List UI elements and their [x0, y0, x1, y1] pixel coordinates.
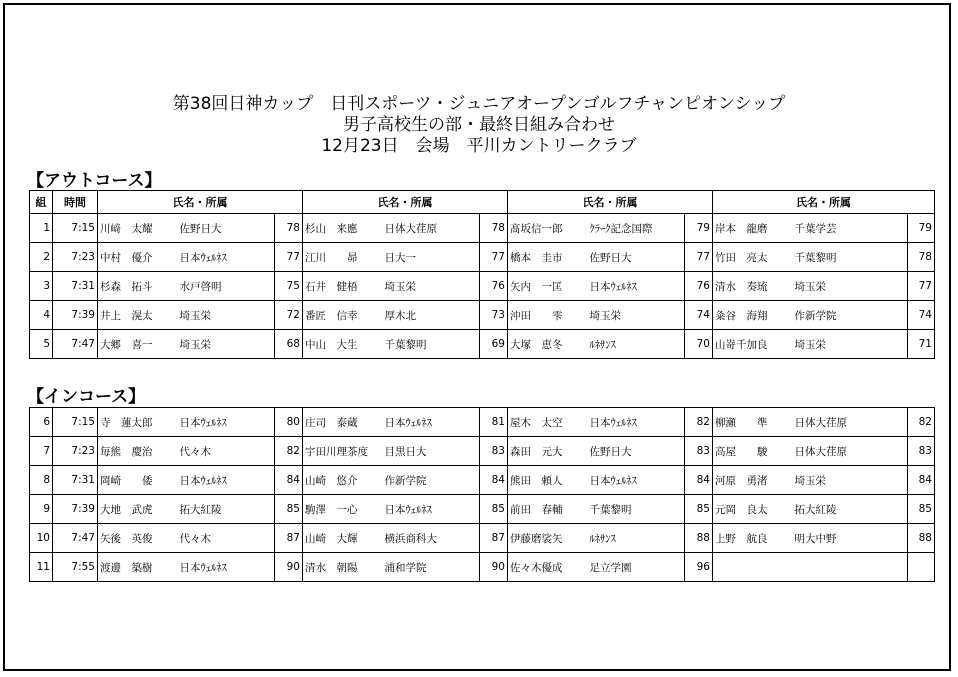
player-school: 佐野日大 [588, 243, 685, 272]
player-score: 85 [275, 495, 303, 524]
player-school: 千葉黎明 [383, 330, 480, 359]
group-number: 5 [30, 330, 53, 359]
player-score: 78 [480, 214, 508, 243]
tee-time: 7:23 [53, 243, 98, 272]
player-name: 矢後 英俊 [98, 524, 178, 553]
player-score: 78 [908, 243, 935, 272]
player-score: 79 [908, 214, 935, 243]
player-school: 佐野日大 [588, 437, 685, 466]
tee-time: 7:31 [53, 466, 98, 495]
player-header: 氏名・所属 [508, 191, 713, 214]
header-row [30, 191, 935, 214]
player-name: 河原 勇渚 [713, 466, 793, 495]
player-school: 明大中野 [793, 524, 908, 553]
table-row [30, 495, 935, 524]
out-course-label: 【アウトコース】 [27, 171, 162, 191]
player-name: 沖田 雫 [508, 301, 588, 330]
player-name: 岸本 龍磨 [713, 214, 793, 243]
player-school: 拓大紅陵 [178, 495, 275, 524]
player-school: 埼玉栄 [588, 301, 685, 330]
player-school: 埼玉栄 [383, 272, 480, 301]
player-school: 日本ｳｪﾙﾈｽ [178, 408, 275, 437]
group-number: 6 [30, 408, 53, 437]
player-name: 中村 優介 [98, 243, 178, 272]
table-row [30, 272, 935, 301]
player-score: 69 [480, 330, 508, 359]
player-score: 84 [908, 466, 935, 495]
player-name: 杉森 拓斗 [98, 272, 178, 301]
player-score: 88 [685, 524, 713, 553]
tee-time: 7:15 [53, 214, 98, 243]
player-school: 足立学園 [588, 553, 685, 582]
group-number: 9 [30, 495, 53, 524]
player-school: 目黒日大 [383, 437, 480, 466]
player-school: 埼玉栄 [793, 272, 908, 301]
player-score: 84 [275, 466, 303, 495]
player-school: ｸﾗｰｸ記念国際 [588, 214, 685, 243]
player-score: 84 [685, 466, 713, 495]
table-row [30, 553, 935, 582]
player-school: 日本ｳｪﾙﾈｽ [383, 495, 480, 524]
table-row [30, 214, 935, 243]
player-score: 81 [480, 408, 508, 437]
player-name: 屋木 太空 [508, 408, 588, 437]
table-row [30, 408, 935, 437]
player-school: 埼玉栄 [178, 330, 275, 359]
group-number: 4 [30, 301, 53, 330]
division-title: 男子高校生の部・最終日組み合わせ [343, 115, 615, 135]
tee-time: 7:55 [53, 553, 98, 582]
player-score: 72 [275, 301, 303, 330]
in-course-table [29, 407, 935, 582]
player-score: 68 [275, 330, 303, 359]
player-name: 佐々木優成 [508, 553, 588, 582]
player-name: 毎熊 慶治 [98, 437, 178, 466]
player-name: 井上 滉太 [98, 301, 178, 330]
player-score: 83 [480, 437, 508, 466]
player-name: 大郷 喜一 [98, 330, 178, 359]
player-score: 76 [480, 272, 508, 301]
player-school: 日本ｳｪﾙﾈｽ [588, 466, 685, 495]
table-row [30, 243, 935, 272]
player-score: 85 [480, 495, 508, 524]
player-score: 75 [275, 272, 303, 301]
player-school: 日体大荏原 [383, 214, 480, 243]
player-score: 77 [685, 243, 713, 272]
player-score: 84 [480, 466, 508, 495]
player-score [908, 553, 935, 582]
player-header: 氏名・所属 [303, 191, 508, 214]
player-name: 石井 健梧 [303, 272, 383, 301]
player-school: 日本ｳｪﾙﾈｽ [588, 272, 685, 301]
player-score: 79 [685, 214, 713, 243]
player-score: 76 [685, 272, 713, 301]
player-name: 熊田 頼人 [508, 466, 588, 495]
player-name: 岡崎 倭 [98, 466, 178, 495]
player-score: 71 [908, 330, 935, 359]
tee-time: 7:39 [53, 495, 98, 524]
player-score: 77 [908, 272, 935, 301]
player-school [793, 553, 908, 582]
table-row [30, 330, 935, 359]
player-school: 日本ｳｪﾙﾈｽ [178, 553, 275, 582]
tournament-title: 第38回日神カップ 日刊スポーツ・ジュニアオープンゴルフチャンピオンシップ [172, 94, 786, 114]
player-name: 清水 奏琉 [713, 272, 793, 301]
player-name: 髙坂信一郎 [508, 214, 588, 243]
player-name: 森田 元大 [508, 437, 588, 466]
tee-time: 7:15 [53, 408, 98, 437]
player-school: ﾙﾈｻﾝｽ [588, 524, 685, 553]
player-name: 江川 昴 [303, 243, 383, 272]
player-score: 96 [685, 553, 713, 582]
player-score: 77 [275, 243, 303, 272]
player-score: 73 [480, 301, 508, 330]
player-name: 駒澤 一心 [303, 495, 383, 524]
player-name: 竹田 亮太 [713, 243, 793, 272]
group-number: 2 [30, 243, 53, 272]
player-school: 埼玉栄 [793, 466, 908, 495]
player-name: 庄司 泰蔵 [303, 408, 383, 437]
player-name: 番匠 信幸 [303, 301, 383, 330]
group-header: 組 [30, 191, 53, 214]
player-school: 代々木 [178, 524, 275, 553]
player-name: 上野 航良 [713, 524, 793, 553]
player-school: 作新学院 [383, 466, 480, 495]
player-score: 74 [908, 301, 935, 330]
player-name: 寺 蓮太郎 [98, 408, 178, 437]
player-score: 83 [685, 437, 713, 466]
player-school: 拓大紅陵 [793, 495, 908, 524]
tee-time: 7:47 [53, 330, 98, 359]
player-score: 77 [480, 243, 508, 272]
player-name: 渡邊 築樹 [98, 553, 178, 582]
in-course-label: 【インコース】 [27, 387, 146, 407]
player-name: 矢内 一匡 [508, 272, 588, 301]
player-school: 日大一 [383, 243, 480, 272]
player-school: 水戸啓明 [178, 272, 275, 301]
player-score: 82 [908, 408, 935, 437]
player-name: 山崎 大輝 [303, 524, 383, 553]
player-name: 元岡 良太 [713, 495, 793, 524]
player-score: 82 [275, 437, 303, 466]
player-school: ﾙﾈｻﾝｽ [588, 330, 685, 359]
player-name [713, 553, 793, 582]
player-name: 中山 大生 [303, 330, 383, 359]
player-school: 日体大荏原 [793, 408, 908, 437]
group-number: 10 [30, 524, 53, 553]
player-name: 前田 春輔 [508, 495, 588, 524]
date-venue: 12月23日 会場 平川カントリークラブ [321, 136, 637, 156]
tee-time: 7:47 [53, 524, 98, 553]
tee-time: 7:23 [53, 437, 98, 466]
player-score: 82 [685, 408, 713, 437]
player-score: 88 [908, 524, 935, 553]
player-score: 78 [275, 214, 303, 243]
player-school: 横浜商科大 [383, 524, 480, 553]
player-name: 伊藤磨裟矢 [508, 524, 588, 553]
player-school: 佐野日大 [178, 214, 275, 243]
player-school: 日体大荏原 [793, 437, 908, 466]
player-name: 粂谷 海翔 [713, 301, 793, 330]
table-row [30, 301, 935, 330]
player-name: 柳瀬 準 [713, 408, 793, 437]
player-school: 厚木北 [383, 301, 480, 330]
player-score: 87 [480, 524, 508, 553]
player-school: 作新学院 [793, 301, 908, 330]
player-name: 橋本 圭市 [508, 243, 588, 272]
player-name: 川﨑 太耀 [98, 214, 178, 243]
player-score: 90 [480, 553, 508, 582]
player-header: 氏名・所属 [713, 191, 935, 214]
group-number: 1 [30, 214, 53, 243]
group-number: 8 [30, 466, 53, 495]
player-school: 日本ｳｪﾙﾈｽ [383, 408, 480, 437]
out-course-table [29, 190, 935, 359]
player-school: 浦和学院 [383, 553, 480, 582]
table-row [30, 437, 935, 466]
player-school: 千葉黎明 [793, 243, 908, 272]
player-school: 千葉学芸 [793, 214, 908, 243]
player-score: 70 [685, 330, 713, 359]
player-school: 日本ｳｪﾙﾈｽ [178, 466, 275, 495]
player-name: 杉山 来應 [303, 214, 383, 243]
player-school: 日本ｳｪﾙﾈｽ [588, 408, 685, 437]
table-row [30, 466, 935, 495]
player-name: 山崎 悠介 [303, 466, 383, 495]
player-name: 清水 朝陽 [303, 553, 383, 582]
time-header: 時間 [53, 191, 98, 214]
player-school: 千葉黎明 [588, 495, 685, 524]
player-header: 氏名・所属 [98, 191, 303, 214]
player-name: 大塚 恵冬 [508, 330, 588, 359]
group-number: 3 [30, 272, 53, 301]
player-school: 代々木 [178, 437, 275, 466]
player-name: 宇田川理茶度 [303, 437, 383, 466]
player-score: 80 [275, 408, 303, 437]
player-score: 85 [908, 495, 935, 524]
player-school: 日本ｳｪﾙﾈｽ [178, 243, 275, 272]
player-name: 大地 武虎 [98, 495, 178, 524]
player-school: 埼玉栄 [793, 330, 908, 359]
tee-time: 7:31 [53, 272, 98, 301]
table-row [30, 524, 935, 553]
player-name: 高屋 駿 [713, 437, 793, 466]
player-score: 87 [275, 524, 303, 553]
tee-time: 7:39 [53, 301, 98, 330]
player-score: 74 [685, 301, 713, 330]
group-number: 11 [30, 553, 53, 582]
player-score: 85 [685, 495, 713, 524]
title-block [0, 94, 958, 157]
group-number: 7 [30, 437, 53, 466]
player-score: 83 [908, 437, 935, 466]
player-name: 山嵜千加良 [713, 330, 793, 359]
player-school: 埼玉栄 [178, 301, 275, 330]
player-score: 90 [275, 553, 303, 582]
